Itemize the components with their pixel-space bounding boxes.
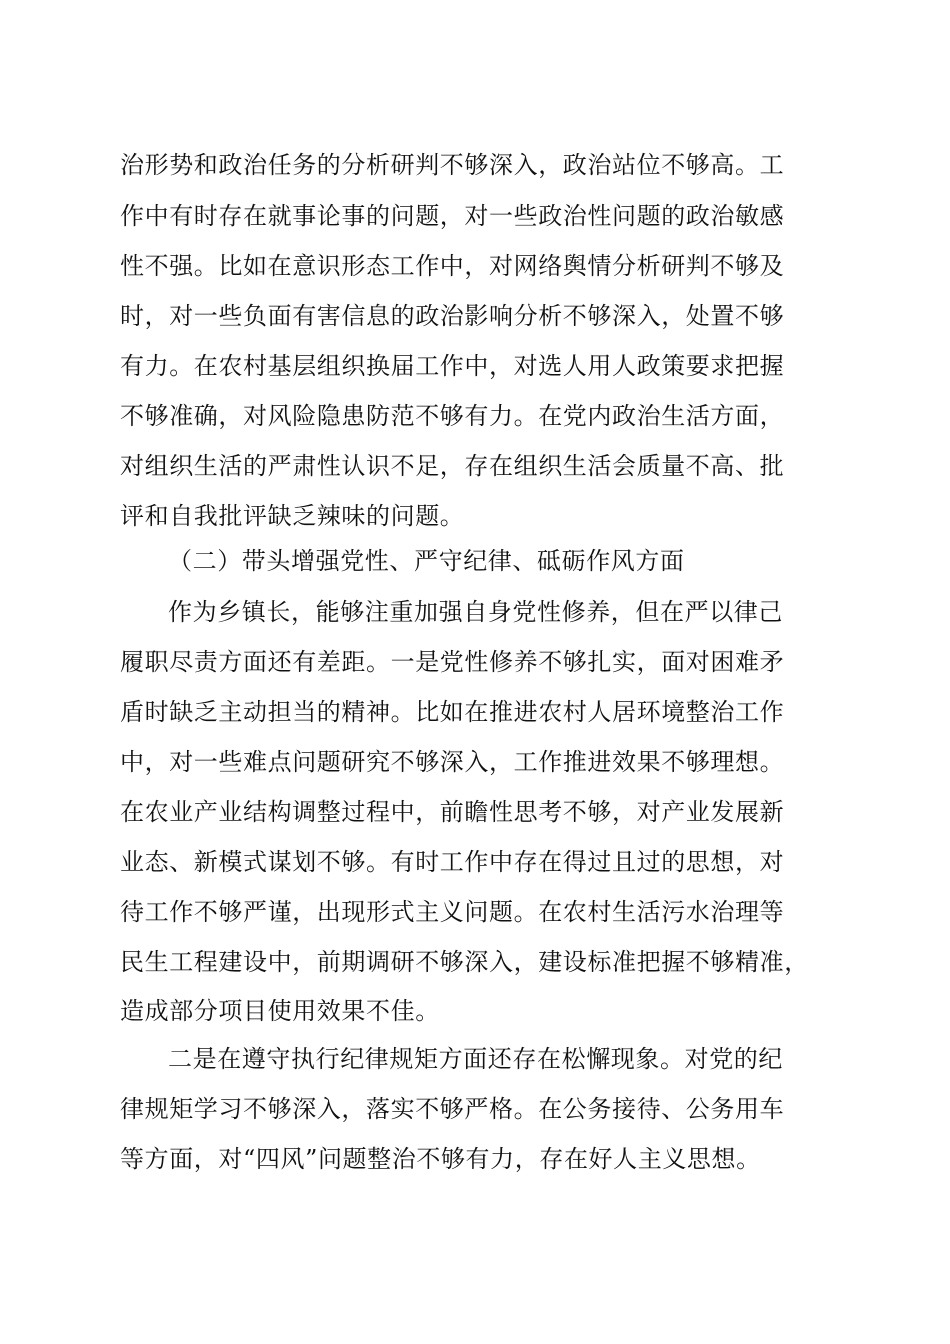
body-text-line: 在农业产业结构调整过程中，前瞻性思考不够，对产业发展新	[120, 798, 785, 826]
body-text-line: 民生工程建设中，前期调研不够深入，建设标准把握不够精准，	[120, 948, 809, 976]
body-text-line: 时，对一些负面有害信息的政治影响分析不够深入，处置不够	[120, 302, 785, 330]
body-text-line: 律规矩学习不够深入，落实不够严格。在公务接待、公务用车	[120, 1095, 785, 1123]
paragraph-start-line: 作为乡镇长，能够注重加强自身党性修养，但在严以律己	[168, 598, 783, 626]
body-text-line: 对组织生活的严肃性认识不足，存在组织生活会质量不高、批	[120, 452, 785, 480]
body-text-line: 作中有时存在就事论事的问题，对一些政治性问题的政治敏感	[120, 202, 785, 230]
body-text-line: 中，对一些难点问题研究不够深入，工作推进效果不够理想。	[120, 748, 785, 776]
body-text-line: 不够准确，对风险隐患防范不够有力。在党内政治生活方面，	[120, 402, 785, 430]
body-text-line: 履职尽责方面还有差距。一是党性修养不够扎实，面对困难矛	[120, 648, 785, 676]
paragraph-start-line: 二是在遵守执行纪律规矩方面还存在松懈现象。对党的纪	[168, 1045, 783, 1073]
section-heading: （二）带头增强党性、严守纪律、砥砺作风方面	[168, 547, 685, 575]
body-text-line: 待工作不够严谨，出现形式主义问题。在农村生活污水治理等	[120, 898, 785, 926]
body-text-line: 评和自我批评缺乏辣味的问题。	[120, 502, 465, 530]
body-text-line: 治形势和政治任务的分析研判不够深入，政治站位不够高。工	[120, 151, 785, 179]
body-text-line: 业态、新模式谋划不够。有时工作中存在得过且过的思想，对	[120, 848, 785, 876]
body-text-line: 等方面，对“四风”问题整治不够有力，存在好人主义思想。	[120, 1145, 761, 1173]
body-text-line: 造成部分项目使用效果不佳。	[120, 997, 440, 1025]
body-text-line: 有力。在农村基层组织换届工作中，对选人用人政策要求把握	[120, 352, 785, 380]
body-text-line: 性不强。比如在意识形态工作中，对网络舆情分析研判不够及	[120, 252, 785, 280]
body-text-line: 盾时缺乏主动担当的精神。比如在推进农村人居环境整治工作	[120, 698, 785, 726]
